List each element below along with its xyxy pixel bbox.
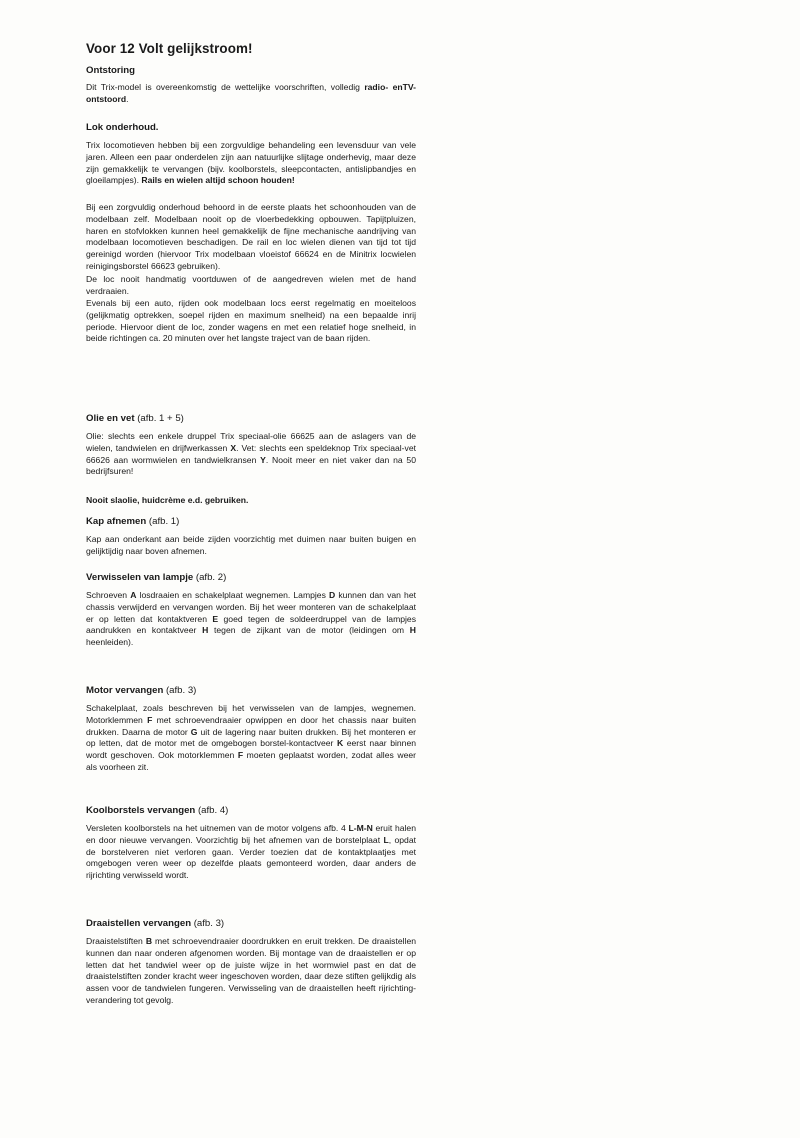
paragraph bbox=[86, 274, 416, 298]
text: Trix locomotieven hebben bij een zorgvuldige behandeling een levensduur van vele jaren. Alleen een paar onderdelen zijn aan natuurlijke slijtage onderhevig, maar deze zijn gemakkelijk te vervangen (bijv. koolborstels, sleepcontacten, antislipbandjes en gloeilampjes). bbox=[86, 140, 416, 186]
section-heading bbox=[86, 65, 416, 77]
bold-text: F bbox=[147, 714, 153, 725]
bold-text: L bbox=[383, 834, 389, 845]
text: eruit halen en door nieuwe vervangen. Voorzichtig bij het afnemen van de borstelplaat bbox=[86, 823, 416, 845]
text: . bbox=[126, 93, 129, 104]
text: . Nooit meer en niet vaker dan na 50 bedrijfsuren! bbox=[86, 454, 416, 477]
text: Versleten koolborstels na het uitnemen van de motor volgens afb. 4 bbox=[86, 823, 349, 833]
bold-text: L-M-N bbox=[348, 823, 373, 833]
text: tegen de zijkant van de motor (leidingen om bbox=[208, 625, 410, 636]
paragraph bbox=[86, 703, 416, 774]
figure-reference: (afb. 2) bbox=[193, 572, 227, 583]
text: met schroevendraaier doordrukken en eruit trekken. De draaistellen kunnen dan naar onderen afgenomen worden. Bij montage van de draaistellen er op letten dat het tandwiel weer op de juiste wijze in het wormwiel past en dat de draaistelstiften zonder kracht weer ingeschoven worden, daar deze stiften gelijkdig als assen voor de tandwielen fungeren. Verwisseling van de draaistellen heeft rijrichting-verandering tot gevolg. bbox=[86, 936, 416, 1005]
paragraph bbox=[86, 534, 416, 558]
section-heading bbox=[86, 805, 416, 817]
bold-text: D bbox=[328, 590, 336, 600]
bold-text: F bbox=[237, 750, 244, 761]
bold-text: X bbox=[230, 442, 237, 453]
section-heading bbox=[86, 685, 416, 697]
text: . Vet: slechts een speldeknop Trix speciaal-vet 66626 aan wormwielen en tandwielkransen bbox=[86, 442, 416, 465]
paragraph bbox=[86, 495, 416, 507]
paragraph bbox=[86, 431, 416, 478]
bold-text: Nooit slaolie, huidcrème e.d. gebruiken. bbox=[86, 495, 249, 505]
bold-text: H bbox=[409, 625, 416, 636]
text: Draaistelstiften bbox=[86, 936, 146, 946]
page-title: Voor 12 Volt gelijkstroom! bbox=[86, 41, 253, 56]
bold-text: B bbox=[145, 936, 153, 946]
text: goed tegen de soldeerdruppel van de lampjes aandrukken en kontaktveer bbox=[86, 613, 417, 636]
paragraph bbox=[86, 202, 416, 273]
text: Schroeven bbox=[86, 590, 131, 600]
figure-reference: (afb. 1) bbox=[146, 516, 180, 527]
text: Bij een zorgvuldig onderhoud behoord in de eerste plaats het schoonhouden van de modelbaan zelf. Modelbaan nooit op de vloerbedekking opbouwen. Tapijtpluizen, haren en stofvlokken kunnen heel gemakkelijk de fijne mechanische aandrijving van modelbaan locomotieven beschadigen. De rail en loc wielen dienen van tijd tot tijd gereinigd worden (hiervoor Trix modelbaan vloeistof 66624 en de Minitrix locwielen reinigingsborstel 66623 gebruiken). bbox=[86, 202, 416, 271]
figure-reference: (afb. 4) bbox=[195, 805, 229, 816]
text: Schakelplaat, zoals beschreven bij het verwisselen van de lampjes, wegnemen. Motorklemmen bbox=[86, 703, 416, 725]
paragraph bbox=[86, 590, 416, 649]
text: Kap aan onderkant aan beide zijden voorzichtig met duimen naar buiten buigen en gelijktijdig naar boven afnemen. bbox=[86, 534, 416, 556]
heading-text: Kap afnemen bbox=[86, 516, 147, 527]
text: heenleiden). bbox=[86, 637, 134, 648]
section-heading bbox=[86, 122, 416, 134]
bold-text: Y bbox=[260, 454, 266, 465]
text: Olie: slechts een enkele druppel Trix speciaal-olie 66625 aan de aslagers van de wielen, tandwielen en drijfwerkassen bbox=[86, 431, 416, 453]
text: met schroevendraaier opwippen en door het chassis naar buiten drukken. Daarna de motor bbox=[86, 714, 417, 737]
paragraph bbox=[86, 298, 416, 345]
text: moeten geplaatst worden, zodat alles weer als voorheen zit. bbox=[86, 750, 416, 772]
heading-text: Lok onderhoud. bbox=[86, 122, 159, 133]
text: losdraaien en schakelplaat wegnemen. Lampjes bbox=[136, 590, 329, 600]
section-heading bbox=[86, 572, 416, 584]
figure-reference: (afb. 1 + 5) bbox=[134, 413, 184, 424]
heading-text: Verwisselen van lampje bbox=[86, 572, 194, 583]
heading-text: Olie en vet bbox=[86, 413, 135, 424]
figure-reference: (afb. 3) bbox=[163, 685, 197, 696]
figure-reference: (afb. 3) bbox=[191, 918, 225, 929]
text: Dit Trix-model is overeenkomstig de wettelijke voorschriften, volledig bbox=[86, 82, 365, 92]
bold-text: H bbox=[202, 625, 209, 636]
heading-text: Draaistellen vervangen bbox=[86, 918, 192, 929]
text: kunnen dan van het chassis verwijderd en vervangen worden. Bij het weer monteren van de schakelplaat er op letten dat kontaktveren bbox=[86, 590, 416, 624]
document-page bbox=[86, 40, 417, 1005]
bold-text: Rails en wielen altijd schoon houden! bbox=[141, 175, 295, 186]
paragraph bbox=[86, 82, 416, 106]
section-heading bbox=[86, 413, 416, 425]
text: , opdat de borstelveren niet verloren gaan. Verder toezien dat de kontaktplaatjes met omgebogen veren weer op dezelfde plaats gemonteerd worden, daar anders de rijrichting verwisseld wordt. bbox=[86, 834, 416, 881]
text: uit de lagering naar buiten drukken. Bij het monteren er op letten, dat de motor met de omgebogen borstel-kontactveer bbox=[86, 726, 416, 749]
heading-text: Ontstoring bbox=[86, 65, 136, 76]
text: eerst naar binnen wordt geschoven. Ook motorklemmen bbox=[86, 738, 416, 761]
bold-text: radio- enTV-ontstoord bbox=[86, 82, 416, 104]
paragraph bbox=[86, 140, 416, 187]
text: Evenals bij een auto, rijden ook modelbaan locs eerst regelmatig en moeiteloos (gelijkmatig optrekken, soepel rijden en maximum snelheid) na een bepaalde inrij periode. Hiervoor dient de loc, zonder wagens en met een relatief hoge snelheid, in beide richtingen ca. 20 minuten over het langste traject van de baan rijden. bbox=[86, 298, 416, 344]
paragraph bbox=[86, 823, 416, 882]
bold-text: K bbox=[336, 738, 344, 749]
bold-text: A bbox=[130, 590, 137, 600]
section-heading bbox=[86, 516, 416, 528]
heading-text: Koolborstels vervangen bbox=[86, 805, 196, 816]
text: De loc nooit handmatig voortduwen of de aangedreven wielen met de hand verdraaien. bbox=[86, 274, 416, 296]
heading-text: Motor vervangen bbox=[86, 685, 164, 696]
bold-text: E bbox=[212, 613, 219, 624]
bold-text: G bbox=[190, 726, 198, 737]
paragraph bbox=[86, 936, 416, 1007]
section-heading bbox=[86, 918, 416, 930]
